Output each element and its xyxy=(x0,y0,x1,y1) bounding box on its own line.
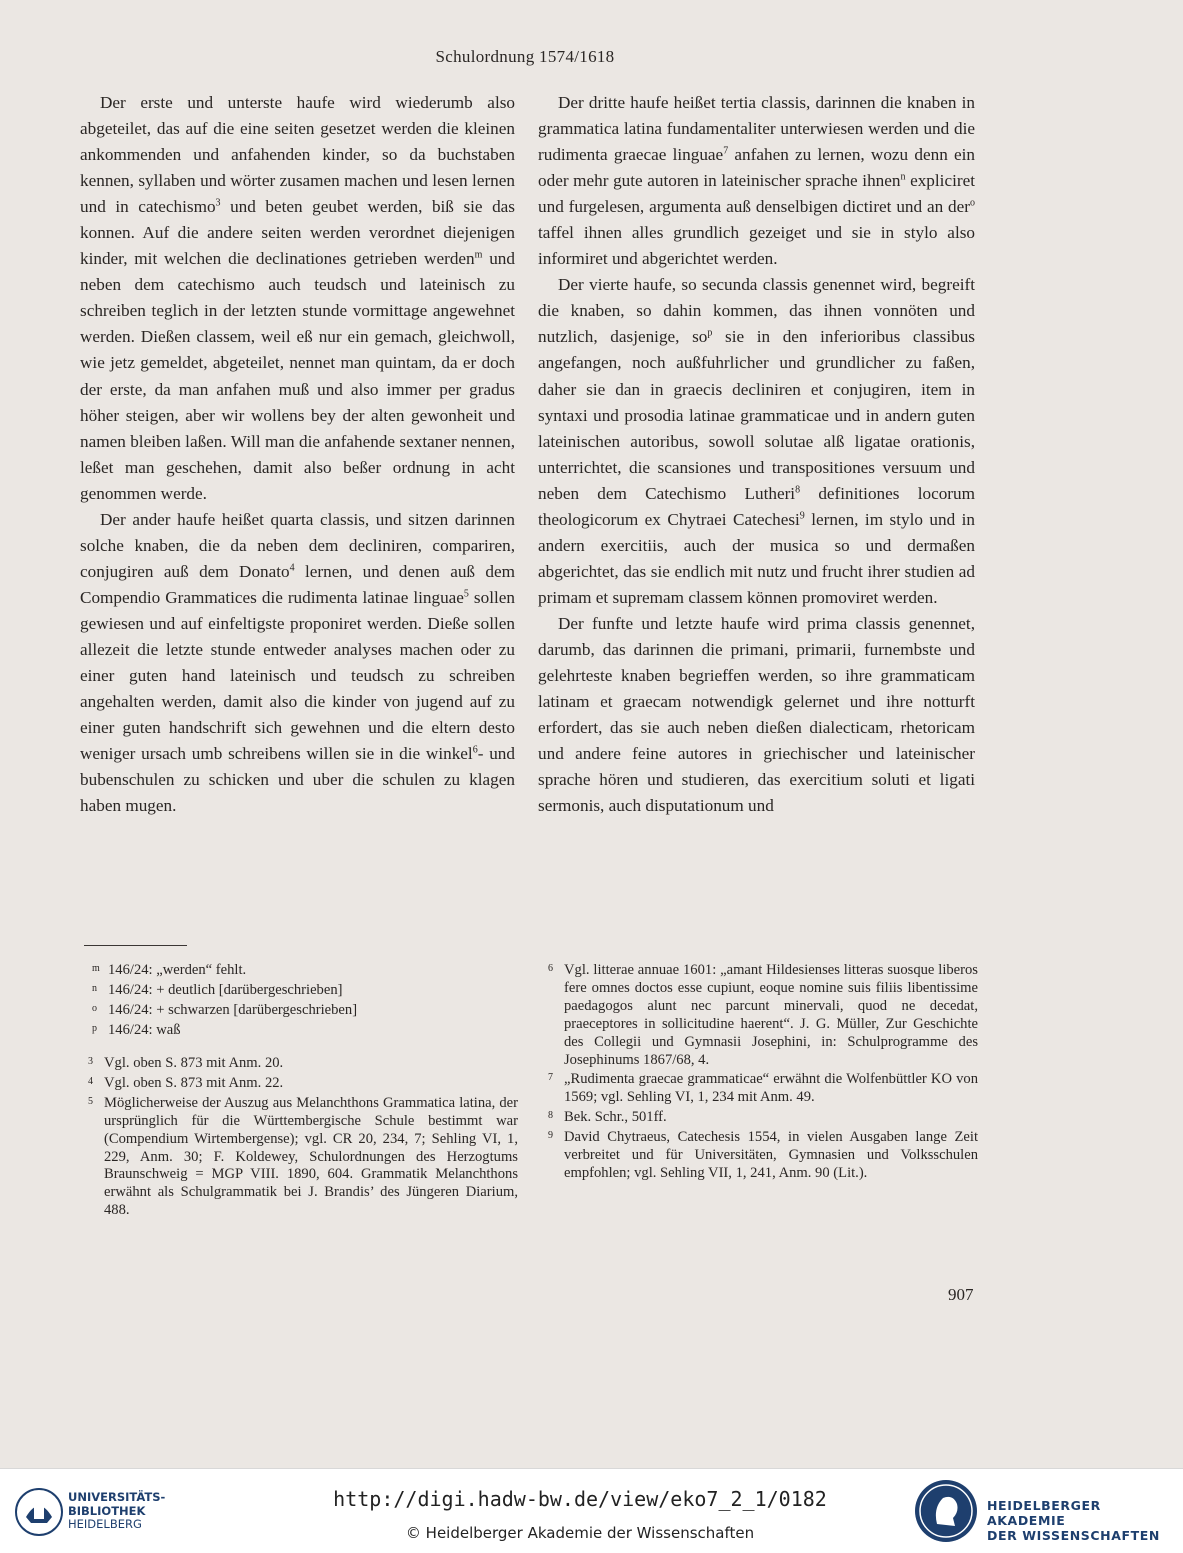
paragraph-text: und neben dem catechismo auch teudsch und lateinisch zu schreiben teglich in der letzten stunde vormittage angewehnet werden. Dießen classem, weil eß nur ein gemach, gleichwoll, wie jetz gemeldet, abgeteilet, nennet man quintam, da er doch der erste, da man anfahen muß und also immer per gradus höher steigen, aber wir wollens bey der alten gewonheit und namen bleiben laßen. Will man die anfahende sextaner nennen, leßet man geschehen, damit also beßer ordnung in acht genommen werde. xyxy=(80,249,515,503)
footnote xyxy=(548,1069,978,1107)
paragraph-text: Der ander haufe heißet quarta classis, und sitzen darinnen solche knaben, die da neben dem decliniren, compariren, conjugiren auß dem Donato xyxy=(80,509,515,581)
paragraph-text: sollen gewiesen und auf einfeltigste proponiret werden. Dieße sollen allezeit die letzte stunde entweder analyses machen oder zu einer guten hand lateinisch und teudsch zu schreiben angehalten werden, damit also die kinder von jugend auf zu einer guten handschrift sich gewehnen und die eltern desto weniger ursach umb schreibens willen sie in die winkel xyxy=(80,587,515,764)
footnote-marker: o xyxy=(92,1002,97,1014)
paragraph-text: expliciret und furgelesen, argumenta auß denselbigen dictiret und an der xyxy=(538,171,975,217)
body-paragraph xyxy=(538,611,975,819)
paragraph-text: definitiones locorum theologicorum ex Chytraei Catechesi xyxy=(538,483,975,529)
footnote xyxy=(88,1053,518,1073)
academy-medallion-icon[interactable] xyxy=(913,1478,979,1544)
footnote-text: Vgl. oben S. 873 mit Anm. 20. xyxy=(104,1055,284,1071)
paragraph-text: Der vierte haufe, so secunda classis genennet wird, begreift die knaben, so dahin kommen, das ihnen vonnöten und nutzlich, dasjenige, so xyxy=(538,275,975,347)
running-title: Schulordnung 1574/1618 xyxy=(435,47,615,66)
body-paragraph xyxy=(538,90,975,272)
permalink-url[interactable]: http://digi.hadw-bw.de/view/eko7_2_1/0182 xyxy=(333,1487,827,1511)
footnote xyxy=(92,1020,512,1040)
footnote-text: Vgl. oben S. 873 mit Anm. 22. xyxy=(104,1074,284,1091)
body-column-left xyxy=(80,90,515,819)
note-reference[interactable]: 3 xyxy=(215,197,221,209)
note-reference[interactable]: 5 xyxy=(463,588,469,600)
paragraph-text: taffel ihnen alles grundlich gezeiget und sie in stylo also informiret und abgerichtet werden. xyxy=(538,223,975,269)
footnote xyxy=(92,980,512,1000)
footnote-text: Möglicherweise der Auszug aus Melanchthons Grammatica latina, der ursprünglich für die Württembergische Schule bestimmt war (Compendium Wirtembergense); vgl. CR 20, 234, 7; Sehling VI, 1, 229, Anm. 30; F. Koldewey, Schulordnungen des Herzogtums Braunschweig = MGP VIII. 1890, 604. Grammatik Melanchthons erwähnt als Schulgrammatik bei J. Brandis’ des Jüngeren Diarium, 488. xyxy=(104,1094,518,1219)
footnote-text: 146/24: „werden“ fehlt. xyxy=(108,962,247,978)
paragraph-text: lernen, im stylo und in andern exercitiis, auch der musica so und dermaßen abgerichtet, das sie endlich mit nutz und frucht ihrer studien ad primam et supremam classem können promoviret werden. xyxy=(538,509,975,607)
university-library-logo-text[interactable]: UNIVERSITÄTS- BIBLIOTHEK HEIDELBERG xyxy=(68,1490,166,1531)
footnote-marker: 3 xyxy=(88,1056,93,1067)
footnote-marker: 9 xyxy=(548,1130,553,1142)
footnote-rule xyxy=(84,945,187,946)
note-reference[interactable]: p xyxy=(707,327,713,339)
body-column-right xyxy=(538,90,975,819)
footnote xyxy=(92,960,512,980)
footnote-marker: p xyxy=(92,1022,97,1034)
paragraph-text: Der dritte haufe heißet tertia classis, darinnen die knaben in grammatica latina fundamentaliter unterwiesen werden und die rudimenta graecae linguae xyxy=(538,93,975,165)
viewer-footer xyxy=(0,1468,1183,1553)
footnote-text: Vgl. litterae annuae 1601: „amant Hildesienses litteras suosque liberos fere omnes doctos esse cupiunt, eoque nomine suis filiis libentissime paedagogos alunt nec parcunt minervali, quod ne decedat, praeceptores in sollicitudine haerent“. J. G. Müller, Zur Geschichte des Collegii und Gymnasii Josephini, in: Schulprogramme des Josephinums 1867/68, 4. xyxy=(564,962,978,1068)
paragraph-text: und beten geubet werden, biß sie das konnen. Auf die andere seiten werden verordnet diejenigen kinder, mit welchen die declinationes getrieben werden xyxy=(80,197,515,269)
note-reference[interactable]: 6 xyxy=(472,744,478,756)
paragraph-text: - und bubenschulen zu schicken und uber die schulen zu klagen haben mugen. xyxy=(80,744,515,816)
footnote-marker: m xyxy=(92,963,100,974)
footnote xyxy=(548,960,978,1069)
note-reference[interactable]: o xyxy=(970,197,975,209)
footnote-text: David Chytraeus, Catechesis 1554, in vielen Ausgaben lange Zeit verbreitet und für Universitäten, Gymnasien und Volksschulen empfohlen; vgl. Sehling VII, 1, 241, Anm. 90 (Lit.). xyxy=(564,1129,978,1181)
footnote-marker: 8 xyxy=(548,1110,553,1122)
body-paragraph xyxy=(80,507,515,820)
note-reference[interactable]: 7 xyxy=(723,145,729,157)
footnote-marker: 7 xyxy=(548,1072,553,1084)
body-paragraph xyxy=(538,272,975,611)
footnote-marker: 5 xyxy=(88,1095,93,1107)
copyright-notice: © Heidelberger Akademie der Wissenschaften xyxy=(405,1524,755,1542)
university-library-seal-icon[interactable] xyxy=(14,1487,64,1537)
footnote-text: 146/24: + deutlich [darübergeschrieben] xyxy=(108,981,343,998)
footnote-text: 146/24: waß xyxy=(108,1021,181,1038)
footnote-marker: 6 xyxy=(548,963,553,974)
footnote-marker: 4 xyxy=(88,1075,93,1087)
footnote xyxy=(548,1127,978,1183)
paragraph-text: sie in den inferioribus classibus angefangen, noch außfuhrlicher und grundlicher zu faßen, daher sie dan in graecis decliniren et conjugiren, item in syntaxi und prosodia latinae grammaticae und in andern guten lateinischen autoribus, sowoll solutae alß ligatae orationis, unterrichtet, die scansiones und transpositiones versuum und neben dem Catechismo Lutheri xyxy=(538,327,975,503)
note-reference[interactable]: n xyxy=(900,171,906,183)
footnote-text: 146/24: + schwarzen [darübergeschrieben] xyxy=(108,1001,358,1018)
page-number: 907 xyxy=(948,1285,974,1304)
paragraph-text: anfahen zu lernen, wozu denn ein oder mehr gute autoren in lateinischer sprache ihnen xyxy=(538,145,976,191)
footnote-text: „Rudimenta graecae grammaticae“ erwähnt die Wolfenbüttler KO von 1569; vgl. Sehling VI, 1, 234 mit Anm. 49. xyxy=(564,1071,978,1106)
paragraph-text: Der funfte und letzte haufe wird prima classis genennet, darumb, das darinnen die primani, primarii, furnembste und gelehrteste knaben begrieffen werden, so ihre grammaticam latinam et graecam notwendigk gelernet und ihre notturft erfordert, das sie auch neben dießen dialecticam, rhetoricam und andere feine autores in griechischer und lateinischer sprache hören und studieren, das exercitium soluti et ligati sermonis, auch disputationum und xyxy=(538,613,975,816)
footnote xyxy=(548,1107,978,1127)
footnotes-right xyxy=(548,960,978,1183)
footnote-text: Bek. Schr., 501ff. xyxy=(564,1109,667,1126)
footnote xyxy=(92,1000,512,1020)
footnote-marker: n xyxy=(92,982,97,994)
footnotes-left xyxy=(88,1053,518,1220)
academy-logo-text[interactable]: HEIDELBERGER AKADEMIE DER WISSENSCHAFTEN xyxy=(987,1498,1160,1543)
note-reference[interactable]: 8 xyxy=(795,483,801,495)
body-paragraph xyxy=(80,90,515,507)
footnotes-variants xyxy=(92,960,512,1040)
note-reference[interactable]: 9 xyxy=(799,510,805,522)
footnote xyxy=(88,1093,518,1220)
note-reference[interactable]: m xyxy=(474,249,483,261)
paragraph-text: lernen, und denen auß dem Compendio Grammatices die rudimenta latinae linguae xyxy=(80,561,515,607)
footnote xyxy=(88,1073,518,1093)
paragraph-text: Der erste und unterste haufe wird wiederumb also abgeteilet, das auf die eine seiten gesetzet werden die kleinen ankommenden und anfahenden kinder, so da buchstaben kennen, syllaben und wörter zusamen machen und lesen lernen und in catechismo xyxy=(80,93,515,217)
note-reference[interactable]: 4 xyxy=(289,562,295,574)
